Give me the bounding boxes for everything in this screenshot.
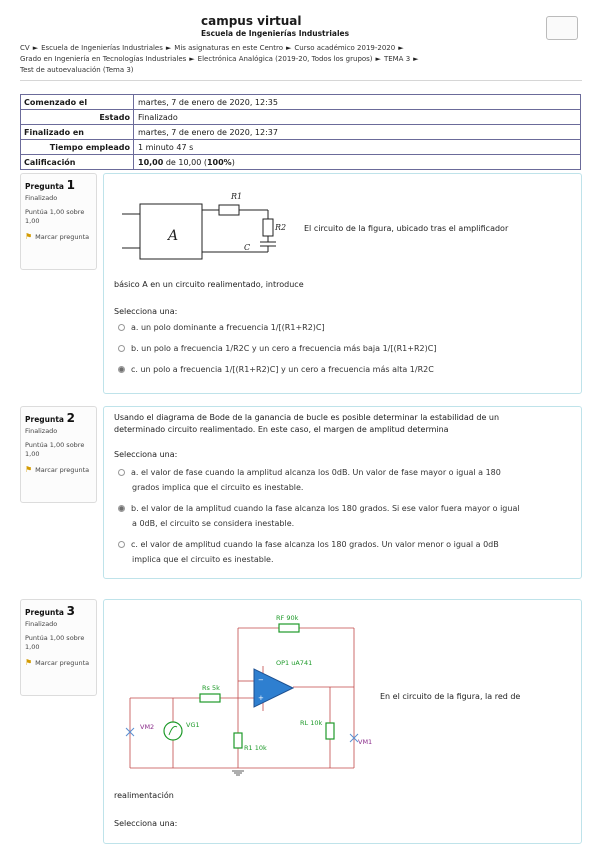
question-score: Puntúa 1,00 sobre 1,00 (25, 208, 85, 225)
breadcrumb-item[interactable]: CV (20, 44, 30, 52)
time-label: Tiempo empleado (21, 140, 134, 155)
resistor-rs (200, 694, 220, 702)
radio-button-selected[interactable] (118, 366, 125, 373)
question-score: Puntúa 1,00 sobre 1,00 (25, 441, 85, 458)
breadcrumb (20, 43, 585, 76)
question-state: Finalizado (25, 194, 58, 202)
divider (20, 80, 582, 81)
breadcrumb-separator-icon: ► (398, 44, 404, 52)
breadcrumb-separator-icon: ► (413, 55, 419, 63)
figure-label-r1: R1 (231, 192, 243, 201)
answer-text-continued: grados implica que el circuito es inestable. (132, 483, 304, 492)
resistor-r2 (263, 219, 273, 236)
figure-label-a: A (168, 228, 179, 244)
question-content-3 (103, 599, 582, 844)
started-label: Comenzado el (21, 95, 134, 110)
header-menu-button[interactable] (546, 16, 578, 40)
circuit-figure-opamp (118, 608, 378, 778)
breadcrumb-item[interactable]: Mis asignaturas en este Centro (174, 44, 283, 52)
breadcrumb-item[interactable]: Curso académico 2019-2020 (294, 44, 396, 52)
flag-icon: ⚑ (25, 658, 33, 667)
grade-value (134, 155, 581, 170)
answer-text: c. el valor de amplitud cuando la fase alcanza los 180 grados. Un valor menor o igual a 0dB (131, 540, 499, 549)
breadcrumb-separator-icon: ► (286, 44, 292, 52)
label-rf: RF 90k (276, 614, 299, 622)
flag-label: Marcar pregunta (35, 466, 90, 474)
state-value: Finalizado (134, 110, 581, 125)
state-label: Estado (21, 110, 134, 125)
attempt-summary-table (20, 94, 581, 170)
table-row (21, 140, 581, 155)
answer-text: a. el valor de fase cuando la amplitud alcanza los 0dB. Un valor de fase mayor o igual a 180 (131, 468, 501, 477)
question-label: Pregunta (25, 608, 64, 617)
question-text-continued: básico A en un circuito realimentado, introduce (114, 280, 304, 289)
radio-button[interactable] (118, 541, 125, 548)
select-one-prompt: Selecciona una: (114, 819, 178, 828)
question-info-2 (20, 406, 97, 503)
opamp-plus: + (258, 694, 264, 702)
site-subtitle: Escuela de Ingenierías Industriales (201, 29, 350, 38)
question-info-3 (20, 599, 97, 696)
answer-option[interactable] (118, 320, 325, 335)
question-number-value: 3 (66, 604, 75, 618)
breadcrumb-separator-icon: ► (165, 44, 172, 52)
figure-label-r2: R2 (275, 223, 287, 232)
question-number (25, 411, 92, 425)
question-number (25, 604, 92, 618)
question-number (25, 178, 92, 192)
table-row (21, 155, 581, 170)
answer-text: b. el valor de la amplitud cuando la fase alcanza los 180 grados. Si ese valor fuera mayor o igual (131, 504, 520, 513)
answer-text-continued: implica que el circuito es inestable. (132, 555, 274, 564)
breadcrumb-item[interactable]: Electrónica Analógica (2019-20, Todos los grupos) (197, 55, 373, 63)
question-label: Pregunta (25, 415, 64, 424)
question-state: Finalizado (25, 620, 58, 628)
radio-button[interactable] (118, 469, 125, 476)
breadcrumb-separator-icon: ► (32, 44, 39, 52)
answer-option[interactable] (118, 465, 501, 495)
breadcrumb-item[interactable]: Test de autoevaluación (Tema 3) (20, 66, 134, 74)
label-opamp: OP1 uA741 (276, 659, 313, 667)
radio-button-selected[interactable] (118, 505, 125, 512)
circuit-figure-rc (118, 182, 318, 264)
label-rl: RL 10k (300, 719, 323, 727)
select-one-prompt: Selecciona una: (114, 450, 178, 459)
breadcrumb-separator-icon: ► (375, 55, 381, 63)
table-row (21, 125, 581, 140)
question-score: Puntúa 1,00 sobre 1,00 (25, 634, 85, 651)
question-text: Usando el diagrama de Bode de la ganancia de bucle es posible determinar la estabilidad de un (114, 413, 500, 422)
voltage-source (164, 722, 182, 740)
flag-icon: ⚑ (25, 465, 33, 474)
question-info-1 (20, 173, 97, 270)
resistor-r1 (219, 205, 239, 215)
flag-question-link[interactable] (25, 232, 92, 242)
flag-icon: ⚑ (25, 232, 33, 241)
grade-percent: 100% (206, 157, 232, 167)
table-row (21, 95, 581, 110)
resistor-r1 (234, 733, 242, 748)
question-number-value: 2 (66, 411, 75, 425)
question-text-continued: realimentación (114, 791, 174, 800)
question-content-2 (103, 406, 582, 579)
grade-score: 10,00 (138, 157, 164, 167)
answer-option[interactable] (118, 537, 499, 567)
answer-text: a. un polo dominante a frecuencia 1/[(R1+R2)C] (131, 323, 325, 332)
finished-value: martes, 7 de enero de 2020, 12:37 (134, 125, 581, 140)
grade-label: Calificación (21, 155, 134, 170)
radio-button[interactable] (118, 324, 125, 331)
figure-label-c: C (244, 243, 251, 252)
finished-label: Finalizado en (21, 125, 134, 140)
flag-label: Marcar pregunta (35, 659, 90, 667)
grade-close: ) (231, 157, 235, 167)
answer-text: c. un polo a frecuencia 1/[(R1+R2)C] y un cero a frecuencia más alta 1/R2C (131, 365, 434, 374)
flag-question-link[interactable] (25, 658, 92, 668)
question-state: Finalizado (25, 427, 58, 435)
answer-option[interactable] (118, 341, 436, 356)
label-vs: VG1 (186, 721, 200, 729)
time-value: 1 minuto 47 s (134, 140, 581, 155)
label-vm2: VM2 (140, 723, 155, 731)
answer-text: b. un polo a frecuencia 1/R2C y un cero a frecuencia más baja 1/[(R1+R2)C] (131, 344, 437, 353)
resistor-rf (279, 624, 299, 632)
radio-button[interactable] (118, 345, 125, 352)
resistor-rl (326, 723, 334, 739)
breadcrumb-item[interactable]: TEMA 3 (383, 55, 411, 63)
answer-text-continued: a 0dB, el circuito se considera inestable. (132, 519, 295, 528)
question-text: El circuito de la figura, ubicado tras el amplificador (304, 224, 509, 233)
question-number-value: 1 (66, 178, 75, 192)
answer-option-selected[interactable] (118, 501, 520, 531)
question-text: En el circuito de la figura, la red de (380, 692, 521, 701)
label-vm1: VM1 (358, 738, 373, 746)
site-header (0, 12, 600, 42)
breadcrumb-item[interactable]: Grado en Ingeniería en Tecnologías Industriales (20, 55, 187, 63)
flag-question-link[interactable] (25, 465, 92, 475)
breadcrumb-separator-icon: ► (189, 55, 195, 63)
question-content-1 (103, 173, 582, 394)
site-title: campus virtual (201, 14, 302, 28)
flag-label: Marcar pregunta (35, 233, 90, 241)
grade-rest: de 10,00 ( (163, 157, 207, 167)
answer-option-selected[interactable] (118, 362, 434, 377)
select-one-prompt: Selecciona una: (114, 307, 178, 316)
breadcrumb-item[interactable]: Escuela de Ingenierías Industriales (41, 44, 163, 52)
table-row (21, 110, 581, 125)
label-r1: R1 10k (244, 744, 267, 752)
started-value: martes, 7 de enero de 2020, 12:35 (134, 95, 581, 110)
question-text-continued: determinado circuito realimentado. En este caso, el margen de amplitud determina (114, 425, 449, 434)
opamp-minus: − (258, 676, 264, 684)
label-rs: Rs 5k (202, 684, 220, 692)
question-label: Pregunta (25, 182, 64, 191)
